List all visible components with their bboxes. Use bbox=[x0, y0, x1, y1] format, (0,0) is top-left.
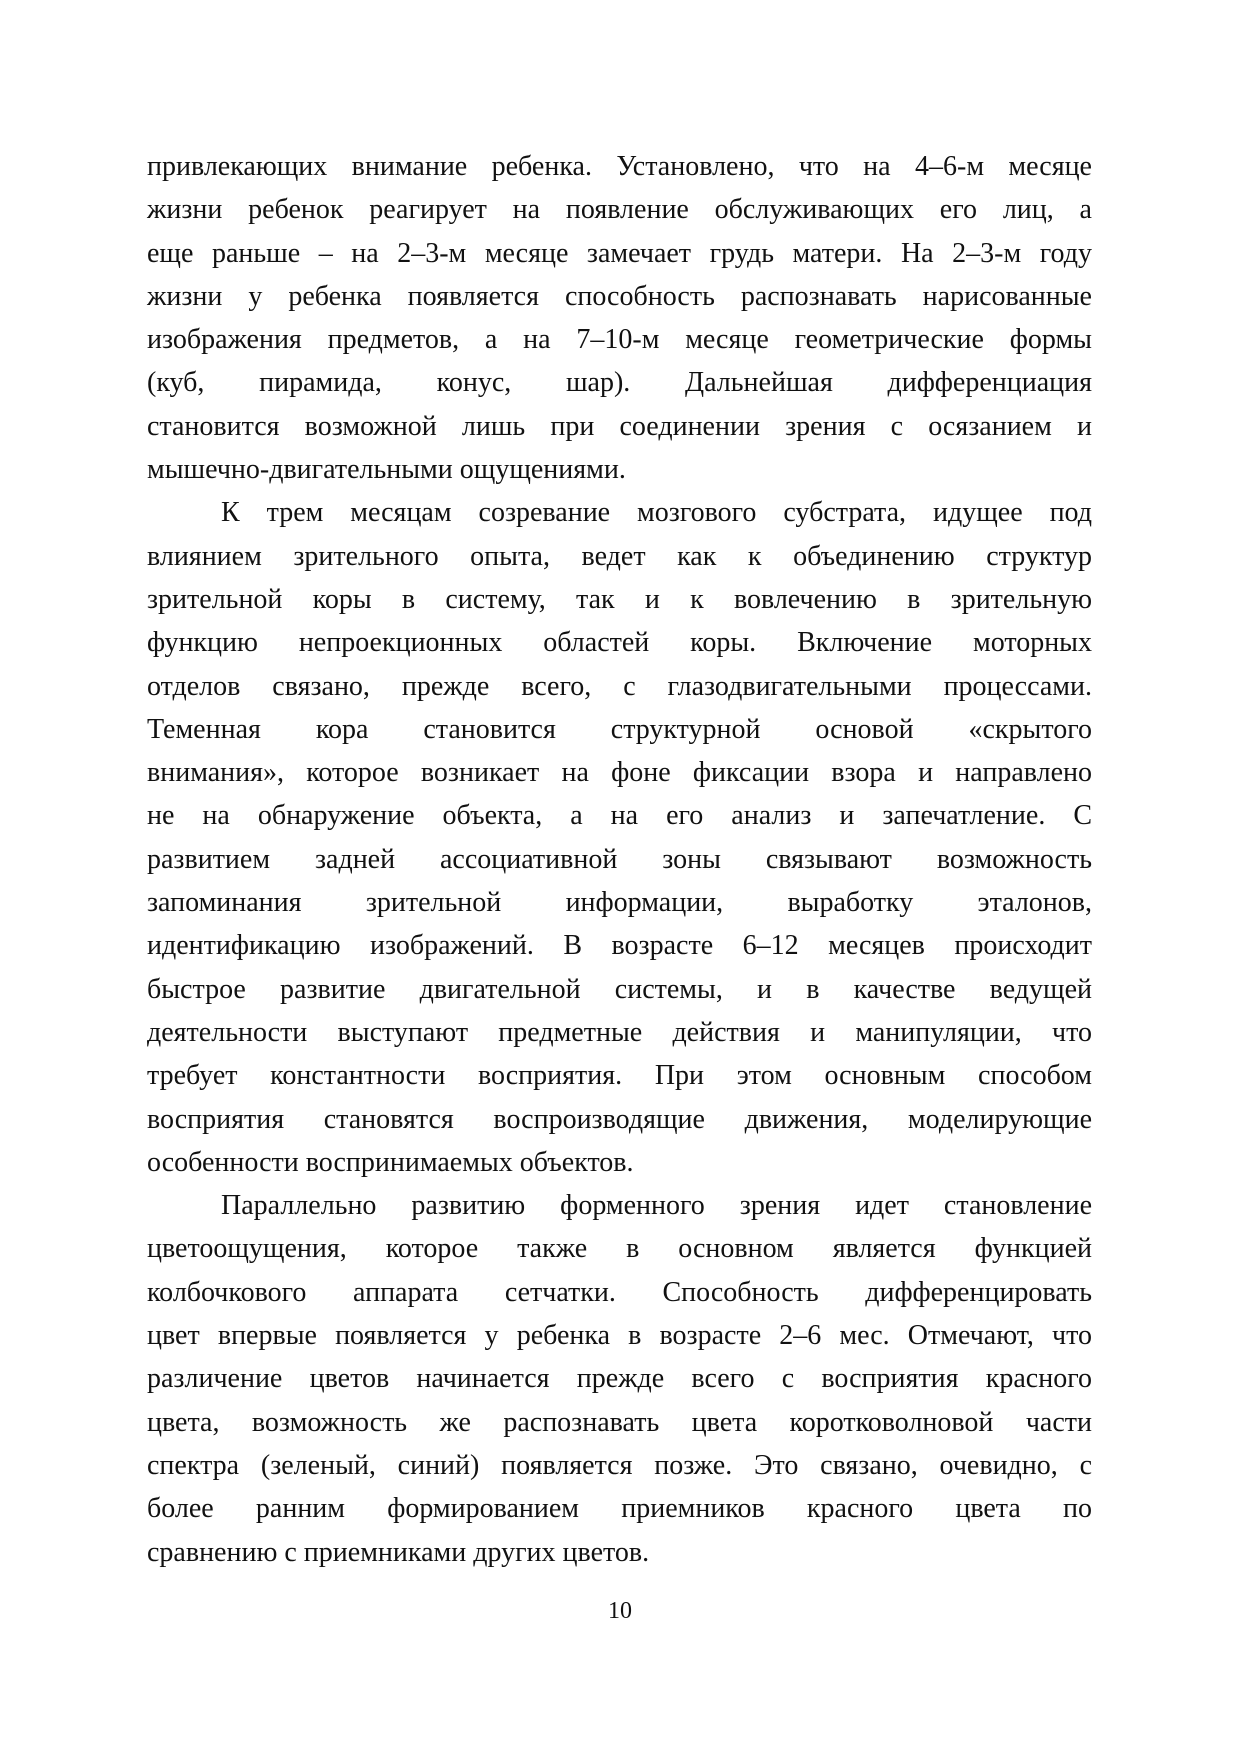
text-line: жизни ребенок реагирует на появление обслуживающих его лиц, а bbox=[147, 194, 1092, 226]
text-line: зрительной коры в систему, так и к вовлечению в зрительную bbox=[147, 583, 1092, 615]
text-line: сравнению с приемниками других цветов. bbox=[147, 1536, 650, 1568]
text-line: (куб, пирамида, конус, шар). Дальнейшая дифференциация bbox=[147, 367, 1092, 399]
text-line: влиянием зрительного опыта, ведет как к объединению структур bbox=[147, 540, 1092, 572]
text-line: изображения предметов, а на 7–10-м месяце геометрические формы bbox=[147, 324, 1092, 356]
text-line: мышечно-двигательными ощущениями. bbox=[147, 454, 626, 486]
text-line: быстрое развитие двигательной системы, и в качестве ведущей bbox=[147, 973, 1092, 1005]
text-line: еще раньше – на 2–3-м месяце замечает грудь матери. На 2–3-м году bbox=[147, 237, 1092, 269]
text-line: различение цветов начинается прежде всего с восприятия красного bbox=[147, 1363, 1092, 1395]
document-body bbox=[147, 145, 1092, 1574]
text-line: колбочкового аппарата сетчатки. Способность дифференцировать bbox=[147, 1276, 1092, 1308]
text-line: идентификацию изображений. В возрасте 6–12 месяцев происходит bbox=[147, 930, 1092, 962]
text-line: запоминания зрительной информации, выработку эталонов, bbox=[147, 887, 1092, 919]
paragraph bbox=[147, 1184, 1092, 1574]
text-line: особенности воспринимаемых объектов. bbox=[147, 1146, 634, 1178]
text-line: внимания», которое возникает на фоне фиксации взора и направлено bbox=[147, 757, 1092, 789]
text-line: цветоощущения, которое также в основном является функцией bbox=[147, 1233, 1092, 1265]
text-line: Теменная кора становится структурной основой «скрытого bbox=[147, 713, 1092, 745]
text-line: требует константности восприятия. При этом основным способом bbox=[147, 1060, 1092, 1092]
paragraph bbox=[147, 491, 1092, 1184]
text-line: привлекающих внимание ребенка. Установлено, что на 4–6-м месяце bbox=[147, 151, 1092, 182]
text-line: становится возможной лишь при соединении зрения с осязанием и bbox=[147, 410, 1092, 442]
text-line: не на обнаружение объекта, а на его анализ и запечатление. С bbox=[147, 800, 1092, 832]
text-line: спектра (зеленый, синий) появляется позже. Это связано, очевидно, с bbox=[147, 1449, 1092, 1481]
text-line: развитием задней ассоциативной зоны связывают возможность bbox=[147, 843, 1092, 875]
text-line: цвет впервые появляется у ребенка в возрасте 2–6 мес. Отмечают, что bbox=[147, 1320, 1092, 1352]
text-line: отделов связано, прежде всего, с глазодвигательными процессами. bbox=[147, 670, 1092, 702]
text-line: восприятия становятся воспроизводящие движения, моделирующие bbox=[147, 1103, 1092, 1135]
paragraph bbox=[147, 145, 1092, 491]
text-line: Параллельно развитию форменного зрения идет становление bbox=[221, 1190, 1092, 1222]
text-line: деятельности выступают предметные действия и манипуляции, что bbox=[147, 1016, 1092, 1048]
text-line: цвета, возможность же распознавать цвета коротковолновой части bbox=[147, 1406, 1092, 1438]
text-line: функцию непроекционных областей коры. Включение моторных bbox=[147, 627, 1092, 659]
text-line: К трем месяцам созревание мозгового субстрата, идущее под bbox=[221, 497, 1092, 529]
text-line: более ранним формированием приемников красного цвета по bbox=[147, 1493, 1092, 1525]
text-line: жизни у ребенка появляется способность распознавать нарисованные bbox=[147, 280, 1092, 312]
page-number: 10 bbox=[608, 1598, 632, 1624]
